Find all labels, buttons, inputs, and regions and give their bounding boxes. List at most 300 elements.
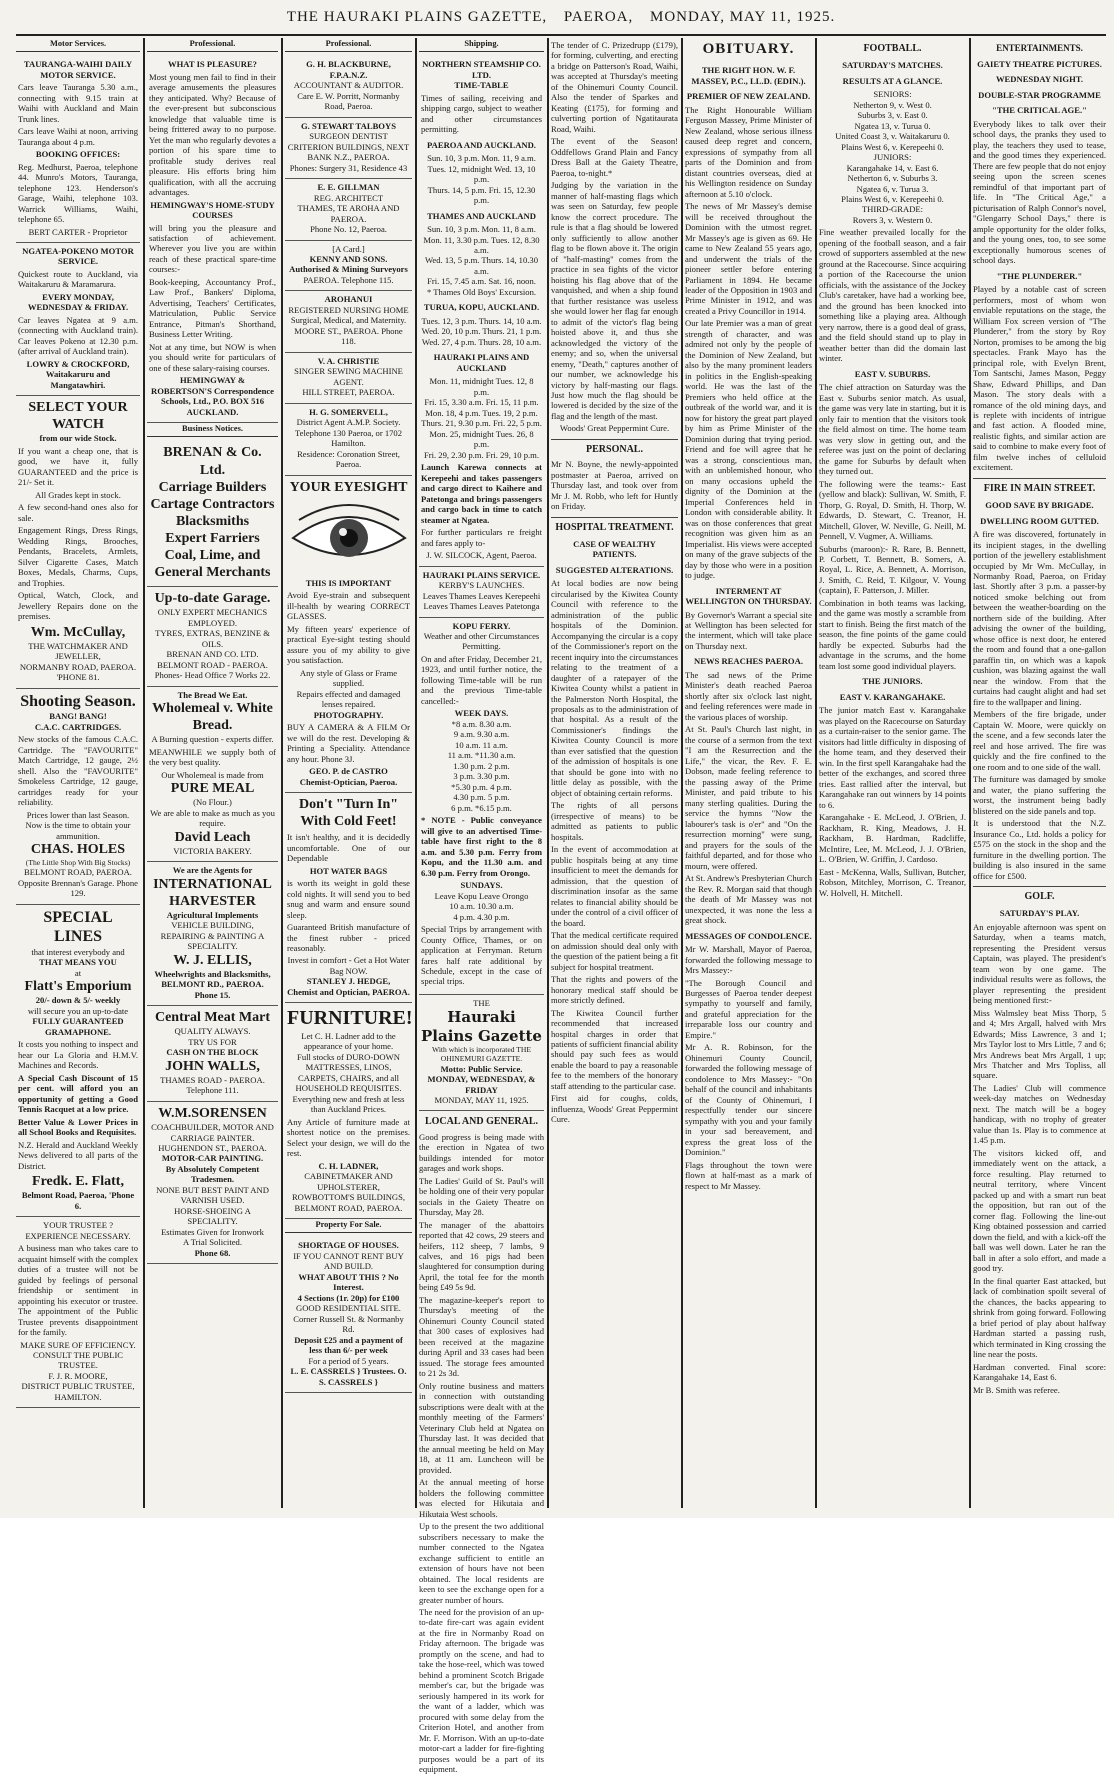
masthead xyxy=(16,0,1106,36)
gazette-title-block xyxy=(419,995,544,1112)
ad-address: ROWBOTTOM'S BUILDINGS, BELMONT ROAD, PAEROA. xyxy=(291,1192,406,1213)
ad-body: A business man who takes care to acquaint himself with the complex duties of a trustee will not be guided by feelings of personal friendship or sentiment in appointing his executor or trustee. The appointment of the Public Trustee prevents disappointment for the family. xyxy=(18,1243,138,1338)
results-list xyxy=(819,163,966,205)
ad-title: Shooting Season. xyxy=(20,692,136,710)
article-subtitle: EAST V. SUBURBS. xyxy=(854,368,931,379)
article-paragraph: Judging by the variation in the manner of half-masting flags which was seen on Saturday, few people know the correct procedure. The rule is that a flag should be lowered only sufficiently to allow another flag to be flown above it. The origin of "half-masting" comes from the practice in sea fights of the victor hoisting his flag above that of the vanquished, and when a ship found that further resistance was useless she would lower her flag far enough to admit of the victor's flag being hoisted above it, and thus she acknowledged the victory of the enemy; and so, when the universal enemy, "Death," captures another of our number, we acknowledge his victory by half-masting our flags. Just how much the flag should be lowered is decided by the size of the flag and the length of the mast. xyxy=(551,180,678,421)
article-paragraph: The rights of all persons (irrespective of means) to be admitted as patients to public hospitals. xyxy=(551,800,678,842)
gazette-the: THE xyxy=(473,997,490,1008)
article-paragraph: Mr N. Boyne, the newly-appointed postmaster at Paeroa, arrived on Thursday last, and took over from Mr J. M. Robb, who left for Huntly on Friday. xyxy=(551,459,678,512)
article-paragraph: East - McKenna, Walls, Sullivan, Butcher, Robson, Mitchley, Morrison, C. Treanor, W. Holvell, H. Mitchell. xyxy=(819,866,966,898)
article-paragraph: The Right Honourable William Ferguson Massey, Prime Minister of New Zealand, whose serious illness caused deep regret and concern, expressions of sympathy from all parts of the Dominion and from distant countries overseas, died at his Wellington residence on Sunday afternoon at 5.10 o'clock. xyxy=(685,104,812,199)
ad-body: New stocks of the famous C.A.C. Cartridge. The "FAVOURITE" Match Cartridge, 12 gauge, 2½ shell. Also the "FAVOURITE" Smokeless Cartridge, 12 gauge, cartridges ready for your reliability. xyxy=(18,734,138,808)
ad-body: Now is the time to obtain your ammunition. xyxy=(25,820,131,841)
ad-body: My fifteen years' experience of practical Eye-sight testing should assure you of my ability to give you satisfaction. xyxy=(287,623,410,666)
article-paragraph: A fire was discovered, fortunately in its incipient stages, in the dwelling portion of the jewellery establishment occupied by Mr Wm. McCullay, in Normanby Road, Paeroa, on Friday last. Shortly after 3 p.m. a passer-by noticed smoke belching out from between the weather-boarding on the northern side of the building. After advising the owner of the building, whose office is next door, he entered the room and found that a one-gallon paraffin tin, on which was a kapok cushion, was blazing against the wall near the window. From that the curtains had caught alight and had set fire to the wallpaper and lining. xyxy=(973,529,1106,707)
ad-body: Reg. Medhurst, Paeroa, telephone 44. Munro's Motors, Tauranga, telephone 123. Henderson's Garage, Waihi, telephone 103. Warrick Williams, Waihi, telephone 65. xyxy=(18,161,138,225)
ad-name: E. E. GILLMAN xyxy=(317,182,380,193)
eye-icon xyxy=(289,502,409,572)
list-item: *5.30 p.m. 4 p.m. xyxy=(451,781,512,792)
list-item: 6 p.m. *6.15 p.m. xyxy=(451,802,512,813)
ad-body: Surgical, Medical, and Maternity. xyxy=(290,315,407,326)
ad-subtitle: BOOKING OFFICES: xyxy=(35,149,121,160)
ad-body: Prices lower than last Season. xyxy=(26,809,130,820)
ad-bread xyxy=(147,687,278,863)
ad-sorensen xyxy=(147,1102,278,1264)
ad-name: W. J. ELLIS, xyxy=(173,952,252,968)
ad-body: SINGER SEWING MACHINE AGENT. xyxy=(294,366,403,387)
article-paragraph: The chief attraction on Saturday was the East v. Suburbs senior match. As usual, the game was very late in starting, but it is only fair to mention that the visitors took the field almost on time. The home team was very slow in getting out, and the referee was just on the point of declaring the game for Suburbs by default when they turned out. xyxy=(819,382,966,477)
article-subtitle: DWELLING ROOM GUTTED. xyxy=(980,515,1099,526)
results-list xyxy=(819,215,966,225)
ad-body: GOOD RESIDENTIAL SITE. xyxy=(296,1303,401,1314)
ad-name: W.M.SORENSEN xyxy=(158,1105,267,1121)
article-paragraph: The visitors kicked off, and immediately went on the attack, a force resulting. Play returned to neutral territory, where Vincent packed up and with a smart run beat the opposition, but ran out of the corner flag. Following the line-out King obtained possession and carried down the field, and with a kick-off the ball was well down. Later he ran the ball in after a solo effort, and made a good try. xyxy=(973,1147,1106,1274)
ad-body: By Absolutely Competent Tradesmen. xyxy=(165,1163,260,1185)
list-item: Karangahake 14, v. East 6. xyxy=(846,162,939,173)
ad-body: A Special Cash Discount of 15 per cent. will afford you an opportunity of getting a Good Tennis Racquet at a low price. xyxy=(18,1072,138,1115)
ad-body: Quickest route to Auckland, via Waitakaruru & Maramarura. xyxy=(18,268,138,290)
ad-northern-steamship xyxy=(419,56,544,566)
ad-subtitle: HOT WATER BAGS xyxy=(309,865,388,876)
ad-title: NGATEA-POKENO MOTOR SERVICE. xyxy=(22,246,134,267)
ad-body: On and after Friday, December 21, 1923, and until further notice, the following Time-table will be run and the previous Time-table cancelled:- xyxy=(421,653,542,706)
ad-name: STANLEY J. HEDGE, xyxy=(306,976,391,987)
ad-hauraki-service xyxy=(419,567,544,618)
column-3 xyxy=(285,38,412,1508)
ad-body: Carriage Builders xyxy=(158,479,267,495)
article-paragraph: The furniture was damaged by smoke and water, the piano suffering the worst, the instrument being badly blistered on the side panels and top. xyxy=(973,774,1106,816)
ad-title: SELECT YOUR WATCH xyxy=(28,400,128,433)
ad-furniture xyxy=(285,1003,412,1219)
route-rows xyxy=(421,376,542,460)
section-header: Professional. xyxy=(285,38,412,52)
list-item: Thurs. 21, 9.30 p.m. Fri. 22, 5 p.m. xyxy=(421,418,542,429)
ad-body: Engagement Rings, Dress Rings, Wedding Rings, Brooches, Pendants, Bracelets, Armlets, Silver Cigarette Cases, Match Boxes, Medals, Charms, Cups, and Trophies. xyxy=(18,525,138,588)
list-item: Suburbs 3, v. East 0. xyxy=(857,110,928,121)
article-paragraph: First aid for coughs, colds, influenza, Woods' Great Peppermint Cure. xyxy=(551,1093,678,1125)
ad-body: Any style of Glass or Frame supplied. xyxy=(299,667,398,689)
ad-body: N.Z. Herald and Auckland Weekly News delivered to all parts of the District. xyxy=(18,1139,138,1171)
ad-body: For further particulars re freight and fares apply to- xyxy=(421,527,542,548)
ad-subtitle: TIME-TABLE xyxy=(454,80,509,91)
column-rule xyxy=(143,38,145,1508)
ad-address: Belmont Road, Paeroa, 'Phone 6. xyxy=(21,1190,135,1211)
ad-body: HORSE-SHOEING A SPECIALITY. xyxy=(174,1205,251,1227)
article-paragraph: Woods' Great Peppermint Cure. xyxy=(559,423,670,434)
article-paragraph: "The Borough Council and Burgesses of Paeroa tender deepest sympathy to yourself and family, and grateful appreciation for the irreparable loss our country and Empire." xyxy=(685,977,812,1040)
column-rule xyxy=(281,38,283,1508)
ad-somervell xyxy=(285,404,412,476)
article-subtitle: DOUBLE-STAR PROGRAMME xyxy=(978,89,1101,100)
ad-title: TAURANGA-WAIHI DAILY MOTOR SERVICE. xyxy=(23,59,133,80)
ad-title: YOUR EYESIGHT xyxy=(289,479,408,495)
ad-body: CRITERION BUILDINGS, NEXT BANK N.Z., PAEROA. xyxy=(287,141,410,163)
list-item: * Thames Old Boys' Excursion. xyxy=(426,286,537,297)
ad-name: BRENAN & Co. Ltd. xyxy=(163,445,262,478)
article-paragraph: The magazine-keeper's report to Thursday's meeting of the Ohinemuri County Council stated that 300 cases of explosives had been received at the magazine during April and 33 cases had been issued. The storage fees amounted to 21 2s 3d. xyxy=(419,1294,544,1379)
ad-subtitle: WEEK DAYS. xyxy=(454,708,509,719)
ad-address: VICTORIA BAKERY. xyxy=(173,845,252,856)
ad-body: Authorised & Mining Surveyors xyxy=(289,264,408,275)
ad-body: District Agent A.M.P. Society. Telephone 130 Paeroa, or 1702 Hamilton. xyxy=(294,417,403,449)
list-item: 10 a.m. 10.30 a.m. xyxy=(449,901,514,912)
ad-body: For a period of 5 years. xyxy=(308,1355,389,1366)
ad-body: IF YOU CANNOT RENT BUY AND BUILD. xyxy=(293,1250,404,1272)
ad-body: Blacksmiths xyxy=(175,513,250,529)
list-item: Mon. 25, midnight Tues. 26, 8 p.m. xyxy=(429,428,534,450)
ad-body: It costs you nothing to inspect and hear our La Gloria and H.M.V. Machines and Records. xyxy=(18,1039,138,1071)
list-item: 9 a.m. 9.30 a.m. xyxy=(453,729,510,740)
ad-body: NONE BUT BEST PAINT AND VARNISH USED. xyxy=(156,1184,269,1206)
ad-body: SURGEON DENTIST xyxy=(309,131,388,142)
ad-shooting xyxy=(16,689,140,905)
ad-subtitle: CONSULT THE PUBLIC TRUSTEE. xyxy=(32,1349,124,1371)
ad-body: Our Wholemeal is made from xyxy=(161,769,264,780)
route-rows xyxy=(421,153,542,205)
article-title: FOOTBALL. xyxy=(863,43,922,54)
article-paragraph: The need for the provision of an up-to-date fire-cart was again evident at the fire in Normanby Road on Friday afternoon. The brigade was promptly on the scene, and had to take the hose-reel, which was towed behind a prominent Scotch Brigade member's car, but the brigade was seriously hampered in its work for the want of a ladder, which was procured with some delay from the Criterion Hotel, and another from Mr. F. Morrison. With an up-to-date motor-cart a ladder for fire-fighting purposes would be a part of its equipment. xyxy=(419,1606,544,1775)
ad-subtitle: Agricultural Implements xyxy=(166,909,259,920)
ad-body: FULLY GUARANTEED GRAMAPHONE. xyxy=(32,1016,124,1037)
ad-name: G. H. BLACKBURNE, F.P.A.N.Z. xyxy=(306,59,391,80)
ad-body: Full stocks of DURO-DOWN MATTRESSES, LINOS, CARPETS, CHAIRS, and all HOUSEHOLD REQUISITES. xyxy=(295,1051,402,1094)
ad-address: DISTRICT PUBLIC TRUSTEE, HAMILTON. xyxy=(21,1381,135,1402)
ad-body: Corner Russell St. & Normanby Rd. xyxy=(293,1313,404,1335)
ad-body: Launch Karewa connects at Kerepeehi and takes passengers and cargo direct to Kaihere and Patetonga and brings passengers and cargo back in time to catch steamer at Ngatea. xyxy=(421,462,542,525)
ad-hot-water-bags xyxy=(285,793,412,1003)
ad-name: KENNY AND SONS. xyxy=(309,254,388,264)
ad-address: HUGHENDON ST., PAEROA. xyxy=(158,1142,267,1153)
list-item: Rovers 3, v. Western 0. xyxy=(852,214,933,225)
ad-title: Up-to-date Garage. xyxy=(154,591,271,607)
masthead-paper: THE HAURAKI PLAINS GAZETTE, xyxy=(286,9,548,25)
ad-body: will bring you the pleasure and satisfaction of achievement. Wherever you live you are within reach of these practical spare-time courses:- xyxy=(149,222,276,275)
list-item: Plains West 6, v. Kerepeehi 0. xyxy=(841,194,944,204)
section-header: Business Notices. xyxy=(147,423,278,437)
ad-body: (No Flour.) xyxy=(193,797,232,808)
ad-body: Wheelwrights and Blacksmiths, xyxy=(154,968,271,979)
ad-body: is worth its weight in gold these cold nights. It will send you to bed snug and warm and ensure sound sleep. xyxy=(287,878,410,920)
article-paragraph: Miss Walmsley beat Miss Thorp, 5 and 4; Mrs Argall, halved with Mrs Edwards; Miss Lawrence, 3 and 1; Mrs Taylor lost to Mrs Little, 7 and 6; Mrs Andrews beat Mrs Argall, 1 up; Mrs Thatcher and Mrs Topliss, all square. xyxy=(973,1007,1106,1081)
section-header: Professional. xyxy=(147,38,278,52)
list-item: 10 a.m. 11 a.m. xyxy=(455,739,508,750)
ad-subtitle: THIS IS IMPORTANT xyxy=(305,577,392,588)
list-item: Mon. 11, 3.30 p.m. Tues. 12, 8.30 a.m. xyxy=(423,234,540,255)
article-subtitle: SATURDAY'S MATCHES. xyxy=(842,60,943,71)
ad-name: Wm. McCullay, xyxy=(30,624,126,640)
gazette-incorporated: With which is incorporated THE OHINEMURI GAZETTE. xyxy=(431,1045,532,1064)
ad-subtitle: from our wide Stock. xyxy=(39,433,117,444)
ad-body: Deposit £25 and a payment of less than 6/- per week xyxy=(294,1334,403,1356)
column-rule xyxy=(815,38,817,1508)
ad-body: We are the Agents for xyxy=(172,865,253,876)
ad-title: SHORTAGE OF HOUSES. xyxy=(298,1240,399,1251)
article-subtitle: SATURDAY'S PLAY. xyxy=(999,908,1080,919)
ad-body: MOTOR-CAR PAINTING. xyxy=(161,1153,264,1164)
list-item: Mon. 11, midnight Tues. 12, 8 p.m. xyxy=(429,376,534,397)
route-rows xyxy=(421,316,542,347)
article-subtitle: WEDNESDAY NIGHT. xyxy=(995,74,1084,85)
column-6 xyxy=(685,38,812,1508)
ad-body: 20/- down & 5/- weekly xyxy=(35,995,121,1006)
gazette-motto: Motto: Public Service. xyxy=(440,1063,523,1074)
gazette-date: MONDAY, MAY 11, 1925. xyxy=(434,1095,529,1105)
ad-watch xyxy=(16,396,140,688)
list-item: Netherton 9, v. West 0. xyxy=(853,99,932,110)
ad-body: Repairs effected and damaged lenses repaired. xyxy=(296,688,401,710)
article-paragraph: Flags throughout the town were flown at half-mast as a mark of respect to Mr Massey. xyxy=(685,1159,812,1191)
ad-body: Phones- Head Office 7 Works 22. xyxy=(154,670,271,681)
ad-talboys xyxy=(285,118,412,179)
ad-body: that interest everybody and xyxy=(31,946,125,957)
ad-name: AROHANUI xyxy=(324,294,373,305)
article-title: HOSPITAL TREATMENT. xyxy=(551,517,678,534)
ad-trade: CABINETMAKER AND UPHOLSTERER, xyxy=(304,1171,393,1192)
column-rule xyxy=(681,38,683,1508)
ad-name: H. G. SOMERVELL, xyxy=(309,406,388,417)
ad-body: Avoid Eye-strain and subsequent ill-health by wearing CORRECT GLASSES. xyxy=(287,590,410,622)
ad-arohanui xyxy=(285,291,412,352)
route-title: HAURAKI PLAINS AND AUCKLAND xyxy=(433,352,530,373)
ad-title: Don't "Turn In" With Cold Feet! xyxy=(298,797,399,830)
article-paragraph: Good progress is being made with the erection in Ngatea of two buildings intended for motor garages and work shops. xyxy=(419,1131,544,1174)
list-item: 4.30 p.m. 5 p.m. xyxy=(453,792,510,803)
list-item: *8 a.m. 8.30 a.m. xyxy=(451,718,512,729)
ferry-rows xyxy=(421,891,542,922)
column-8 xyxy=(973,38,1106,1508)
column-2 xyxy=(147,38,278,1508)
ad-body: Times of sailing, receiving and shipping cargo, subject to weather and other circumstances permitting. xyxy=(421,92,542,135)
ad-subtitle: PHOTOGRAPHY. xyxy=(313,709,384,720)
column-5 xyxy=(551,38,678,1508)
route-title: THAMES AND AUCKLAND xyxy=(427,210,536,221)
article-paragraph: The sad news of the Prime Minister's death reached Paeroa shortly after six o'clock last night, and feeling references were made in the various places of worship. xyxy=(685,669,812,722)
ad-blackburne xyxy=(285,56,412,117)
ad-body: Optical, Watch, Clock, and Jewellery Repairs done on the premises. xyxy=(18,590,138,622)
ad-name: Flatt's Emporium xyxy=(24,979,132,995)
article-paragraph: It is understood that the N.Z. Insurance Co., Ltd. holds a policy for £575 on the stock in the shop and the furniture in the dwelling portion. The building is also insured in the same office for £500. xyxy=(973,818,1106,881)
ad-ellis xyxy=(147,862,278,1006)
ad-title: YOUR TRUSTEE ? xyxy=(42,1220,114,1231)
ad-title: KOPU FERRY. xyxy=(452,620,511,631)
article-paragraph: An enjoyable afternoon was spent on Saturday, when a teams match, representing the President versus Captain, was played. The president's team won by one game. The individual results were as follows, the player representing the president being mentioned first:- xyxy=(973,921,1106,1006)
column-7 xyxy=(819,38,966,1508)
ad-body: Phones: Surgery 31, Residence 43 xyxy=(289,162,408,173)
list-item: 1.30 p.m. 2 p.m. xyxy=(453,760,510,771)
ad-body: THAT MEANS YOU xyxy=(39,957,117,968)
ad-body: Cartage Contractors xyxy=(150,496,275,512)
ad-name: Fredk. E. Flatt, xyxy=(32,1174,124,1190)
article-paragraph: The Kiwitea Council further recommended that increased hospital charges in order that patients of sufficient financial ability should pay such fees as would enable the board to pay a reasonable fee to the members of the honorary staff attending to the particular case. xyxy=(551,1007,678,1091)
ad-address: NORMANBY ROAD, PAEROA. 'PHONE 81. xyxy=(19,661,137,683)
ad-body: [A Card.] xyxy=(332,243,365,254)
results-heading: JUNIORS: xyxy=(873,152,912,163)
route-title: TURUA, KOPU, AUCKLAND. xyxy=(423,302,540,313)
ad-body: All Grades kept in stock. xyxy=(35,489,121,500)
ad-title: The Bread We Eat. xyxy=(177,689,248,700)
ad-body: If you want a cheap one, that is good, we have it, fully GUARANTEED and the price is 21/- Set it. xyxy=(18,445,138,488)
ad-subtitle: SUNDAYS. xyxy=(460,880,503,891)
article-paragraph: In the event of accommodation at public hospitals being at any time insufficient to meet the demands for admission, that the question of discrimination insofar as the same relates to financial ability should be under the control of a civil officer of the board. xyxy=(551,844,678,928)
ad-title: SPECIAL LINES xyxy=(43,908,113,946)
list-item: Tues. 12, 3 p.m. Thurs. 14, 10 a.m. xyxy=(421,315,542,326)
article-paragraph: The manager of the abattoirs reported that 42 cows, 29 steers and heifers, 112 sheep, 7 lambs, 9 calves, and 16 pigs had been slaughtered for consumption during April, the total fee for the month being £49 5s 9d. xyxy=(419,1219,544,1293)
ad-body: REGISTERED NURSING HOME xyxy=(288,304,409,315)
list-item: 3 p.m. 3.30 p.m. xyxy=(453,771,510,782)
ad-body: Book-keeping, Accountancy Prof., Law Prof., Bankers' Diploma, Advertising, Teachers' Certificates, Matriculation, Public Service Entrance, Pitman's Shorthand, Business Letter Writing. xyxy=(149,276,276,340)
ad-body: Residence: Coronation Street, Paeroa. xyxy=(297,448,400,470)
ad-body: A Burning question - experts differ. xyxy=(151,734,274,745)
ad-body: WHAT ABOUT THIS ? No Interest. xyxy=(298,1271,399,1293)
article-subtitle: GAIETY THEATRE PICTURES. xyxy=(977,58,1102,69)
ad-trade: (The Little Shop With Big Stocks) xyxy=(25,858,131,868)
ad-houses xyxy=(285,1237,412,1393)
article-paragraph: Mr W. Marshall, Mayor of Paeroa, forwarded the following message to Mrs Massey:- xyxy=(685,944,812,976)
list-item: Wed. 20, 10 p.m. Thurs. 21, 1 p.m. xyxy=(421,326,542,337)
article-title: ENTERTAINMENTS. xyxy=(996,43,1083,53)
list-item: Fri. 29, 2.30 p.m. Fri. 29, 10 p.m. xyxy=(423,449,540,460)
ad-body: Let C. H. Ladner add to the appearance of your home. xyxy=(301,1030,396,1052)
ad-brenan xyxy=(147,441,278,587)
ad-body: Car leaves Ngatea at 9 a.m. (connecting with Auckland train). Car leaves Pokeno at 12.30 p.m. (after arrival of Auckland train). xyxy=(18,314,138,357)
article-title: FIRE IN MAIN STREET. xyxy=(973,478,1106,495)
article-title: GOLF. xyxy=(973,886,1106,903)
list-item: Sun. 10, 3 p.m. Mon. 11, 9 a.m. xyxy=(427,153,536,164)
ferry-rows xyxy=(421,719,542,813)
ad-gillman xyxy=(285,179,412,240)
article-paragraph: At the annual meeting of horse holders the following committee was elected for Hikutaia and Hikutaia West schools. xyxy=(419,1477,544,1519)
ad-kenny xyxy=(285,241,412,292)
article-paragraph: That the medical certificate required on admission should deal only with the question of the patient being a fit subject for hospital treatment. xyxy=(551,930,678,972)
ad-trade: THE WATCHMAKER AND JEWELLER, xyxy=(28,640,128,662)
ad-name: L. E. CASSRELS } Trustees. O. S. CASSRELS } xyxy=(290,1366,407,1387)
list-item: Plains West 6, v. Kerepeehi 0. xyxy=(841,141,944,152)
ad-title: NORTHERN STEAMSHIP CO. LTD. xyxy=(422,59,541,80)
ad-body: Leaves Thames Leaves Patetonga xyxy=(423,601,540,612)
ad-body: We are able to make as much as you require. xyxy=(150,807,275,829)
results-list xyxy=(819,100,966,152)
article-subtitle: GOOD SAVE BY BRIGADE. xyxy=(985,500,1094,511)
ad-body: REG. ARCHITECT xyxy=(313,192,384,203)
ad-body: MOORE ST., PAEROA. Phone 118. xyxy=(294,325,403,347)
article-subtitle: RESULTS AT A GLANCE. xyxy=(842,75,943,86)
ad-subtitle: EVERY MONDAY, WEDNESDAY & FRIDAY. xyxy=(27,291,129,313)
article-subtitle: "THE PLUNDERER." xyxy=(996,270,1083,281)
article-paragraph: The news of Mr Massey's demise will be received throughout the Dominion with the utmost regret. Mr Massey's age is given as 69. He came to New Zealand 55 years ago, and underwent the trials of the pioneer settler before entering Parliament in 1894. He became leader of the Opposition in 1903 and Prime Minister in 1912, and was created a Privy Councillor in 1914. xyxy=(685,201,812,316)
ad-body: QUALITY ALWAYS. xyxy=(174,1026,251,1037)
article-paragraph: Only routine business and matters in connection with outstanding subscriptions were dealt with at the monthly meeting of the Farmers' Veterinary Club held at Ngatea on Thursday last. It was decided that the annual meeting be held on May 18, at 11 am. Luncheon will be provided. xyxy=(419,1380,544,1475)
ad-body: 4 Sections (1r. 20p) for £100 xyxy=(297,1292,400,1303)
article-paragraph: By Governor's Warrant a special site at Wellington has been selected for the interment, which will take place on Thursday next. xyxy=(685,609,812,651)
ad-garage xyxy=(147,587,278,686)
ad-subtitle: C.A.C. CARTRIDGES. xyxy=(34,721,122,732)
article-paragraph: Karangahake - E. McLeod, J. O'Brien, J. Rackham, R. King, Meadows, J. H. Rackham, B. Hardman, Radcliffe, McIntire, Lee, M. McLeod, J. J. O'Brien, L. O'Brien, W. Griffin, J. Cardoso. xyxy=(819,812,966,865)
ad-body: PAEROA. Telephone 115. xyxy=(303,274,394,285)
list-item: Fri. 15, 7.45 a.m. Sat. 16, noon. xyxy=(427,276,536,287)
ad-public-trustee xyxy=(16,1217,140,1408)
ad-title: INTERNATIONAL HARVESTER xyxy=(153,876,272,909)
article-paragraph: In the final quarter East attacked, but lack of combination spoilt several of the chances, the backs appearing to shrink from going forward. Following a brief period of play about halfway Hardman started a passing rush, which terminated in King crossing the line near the posts. xyxy=(973,1275,1106,1360)
ad-owners: LOWRY & CROCKFORD, Waitakaruru and Mangatawhiri. xyxy=(26,358,130,390)
ad-body: TYRES, EXTRAS, BENZINE & OILS. xyxy=(155,628,270,649)
masthead-date: MONDAY, MAY 11, 1925. xyxy=(650,9,836,25)
ad-address: BELMONT ROAD, PAEROA. Opposite Brennan's Garage. Phone 129. xyxy=(18,867,138,899)
article-paragraph: Mr B. Smith was referee. xyxy=(973,1384,1060,1395)
ad-subtitle: BANG! BANG! xyxy=(49,711,107,722)
article-subtitle: SUGGESTED ALTERATIONS. xyxy=(555,564,674,575)
column-rule xyxy=(969,38,971,1508)
article-paragraph: The Ladies' Guild of St. Paul's will be holding one of their very popular socials in the Gaiety Theatre on Thursday, May 28. xyxy=(419,1175,544,1218)
masthead-place: PAEROA, xyxy=(563,9,634,25)
ad-body: Expert Farriers xyxy=(165,530,260,546)
ad-name: F. J. R. MOORE, xyxy=(48,1370,108,1381)
ad-name: CHAS. HOLES xyxy=(30,842,126,858)
ad-name: J. W. SILCOCK, Agent, Paeroa. xyxy=(426,550,537,561)
ad-title: Central Meat Mart xyxy=(154,1010,271,1026)
article-subtitle: MESSAGES OF CONDOLENCE. xyxy=(685,930,812,941)
results-heading: THIRD-GRADE: xyxy=(861,204,924,215)
ad-phone: Phone 68. xyxy=(194,1247,231,1258)
ad-body: Most young men fail to find in their average amusements the pleasures they anticipated. Why? Because of the ever-present but subconscious knowledge that valuable time is being frittered away to no purpose. Yet the man who regularly devotes a portion of his spare time to profitable study derives real pleasure. His efforts bring him qualification, with all the accruing advantages. xyxy=(149,71,276,198)
ad-body: BUY A CAMERA & A FILM Or we will do the rest. Developing & Printing a Speciality. Attendance any hour. Phone 3J. xyxy=(287,722,410,764)
column-4 xyxy=(419,38,544,1775)
article-paragraph: At St. Paul's Church last night, in the course of a sermon from the text "I am the Resurrection and the Life," the vicar, the Rev. F. E. Dobson, made feeling reference to the passing away of the Prime Minister, and paid tribute to his many sterling qualities. During the service the hymns "Now the labourer's task is o'er" and "On the resurrection morning" were sung, and prayers for the souls of the faithful departed, and for those who mourn, were offered. xyxy=(685,724,812,871)
list-item: Ngatea 13, v. Turua 0. xyxy=(854,120,931,131)
ad-name: David Leach xyxy=(174,829,251,845)
ad-name: JOHN WALLS, xyxy=(165,1058,260,1074)
local-and-general xyxy=(419,1116,544,1774)
article-paragraph: At St. Andrew's Presbyterian Church the Rev. R. Morgan said that though the death of Mr Massey was not unexpected, it was none the less a great shock. xyxy=(685,873,812,926)
ad-body: Any Article of furniture made at shortest notice on the premises. Select your design, we will do the rest. xyxy=(287,1116,410,1159)
list-item: Netherton 6, v. Suburbs 3. xyxy=(847,173,938,184)
ad-name: G. STEWART TALBOYS xyxy=(301,120,396,131)
ad-title: HAURAKI PLAINS SERVICE. xyxy=(422,569,541,580)
article-subtitle: THE JUNIORS. xyxy=(862,676,923,687)
column-1 xyxy=(16,38,140,1508)
list-item: Wed. 13, 5 p.m. Thurs. 14, 10.30 a.m. xyxy=(424,255,538,276)
ad-title: FURNITURE! xyxy=(287,1007,413,1030)
ad-body: Cars leave Tauranga 5.30 a.m., connecting with 9.15 train at Waihi with Auckland and Main Trunk lines. xyxy=(18,82,138,124)
list-item: Sun. 10, 3 p.m. Mon. 11, 8 a.m. xyxy=(427,224,536,235)
ad-body: Coal, Lime, and xyxy=(164,547,261,563)
ad-address: BELMONT RD., PAEROA. Phone 15. xyxy=(161,979,264,1000)
ad-body: Phone No. 12, Paeroa. xyxy=(310,224,387,235)
ad-body: HILL STREET, PAEROA. xyxy=(302,387,395,398)
list-item: 11 a.m. *11.30 a.m. xyxy=(447,750,516,761)
ad-body: * NOTE - Public conveyance will give to an advertised Time-table have first right to the 8 a.m. and 5.30 p.m. Ferry from Kopu, and the 11.30 a.m. and 6.30 p.m. Ferry from Orongo. xyxy=(421,815,542,878)
article-paragraph: The following were the teams:- East (yellow and black): Sullivan, W. Smith, F. Thorp, G. Royal, D. Smith, H. Thorp, W. Edwards, D. Stewart, C. Treanor, H. Mitchell, Glover, W. Neville, G. Neill, M. Pennell, V. Vugmer, A. Williams. xyxy=(819,478,966,542)
ad-name: BRENAN AND CO. LTD. BELMONT ROAD - PAEROA. xyxy=(157,649,268,670)
article-paragraph: Members of the fire brigade, under Captain W. Moore, were quickly on the scene, and a few seconds later the reel and hose arrived. The fire was quickly and the fire confined to the one room and to one side of the wall. xyxy=(973,709,1106,772)
article-subtitle: PREMIER OF NEW ZEALAND. xyxy=(686,91,811,102)
ad-body: MEANWHILE we supply both of the very best quality. xyxy=(149,746,276,768)
list-item: Mon. 18, 4 p.m. Tues. 19, 2 p.m. xyxy=(425,407,538,418)
ad-subtitle: KERBY'S LAUNCHES. xyxy=(438,580,525,591)
ad-body: A few second-hand ones also for sale. xyxy=(18,502,138,523)
ad-address: THAMES ROAD - PAEROA. Telephone 111. xyxy=(160,1074,265,1096)
article-paragraph: Suburbs (maroon):- R. Rare, B. Bennett, P. Corbett, T. Bennett, B. Somers, A. Royal, L. Rice, A. Bennett, A. Morrison, J. Smith, C. Reid, T. Kilgour, V. Young (captain), F. Patterson, J. Miller. xyxy=(819,543,966,596)
ad-body: General Merchants xyxy=(154,565,271,581)
article-paragraph: Mr A. R. Robinson, for the Ohinemuri County Council, forwarded the following message of condolence to Mrs Massey:- "On behalf of the council and inhabitants of the County of Ohinemuri, I respectfully tender our sincere sympathy with you and your family in your sad bereavement, and express the great loss of the Dominion." xyxy=(685,1042,812,1158)
ad-subtitle: EXPERIENCE NECESSARY. xyxy=(25,1230,131,1241)
ad-subtitle: HEMINGWAY'S HOME-STUDY COURSES xyxy=(150,199,275,221)
article-paragraph: At local bodies are now being circularised by the Kiwitea County Council with reference to the administration of the public hospitals of the Dominion. Accompanying the circular is a copy of the Commissioner's report on the recent inquiry into the circumstances relating to the treatment of a daughter of a ratepayer of the Kiwitea County whilst a patient in the Palmerston North Hospital, the proposals as to the administration of that hospital. As a result of the Commissioner's findings the Kiwitea County Council is more than ever satisfied that the question of the admission of hospitals is one that should be gone into with no little delay as possible, with the object of obtaining certain reforms. xyxy=(551,578,678,798)
article-title: PERSONAL. xyxy=(551,439,678,456)
ad-name: GEO. P. de CASTRO xyxy=(309,766,388,777)
ad-body: Not at any time, but NOW is when you should write for particulars of one of these salary-raising courses. xyxy=(149,341,276,373)
ad-kopu-ferry xyxy=(419,618,544,995)
